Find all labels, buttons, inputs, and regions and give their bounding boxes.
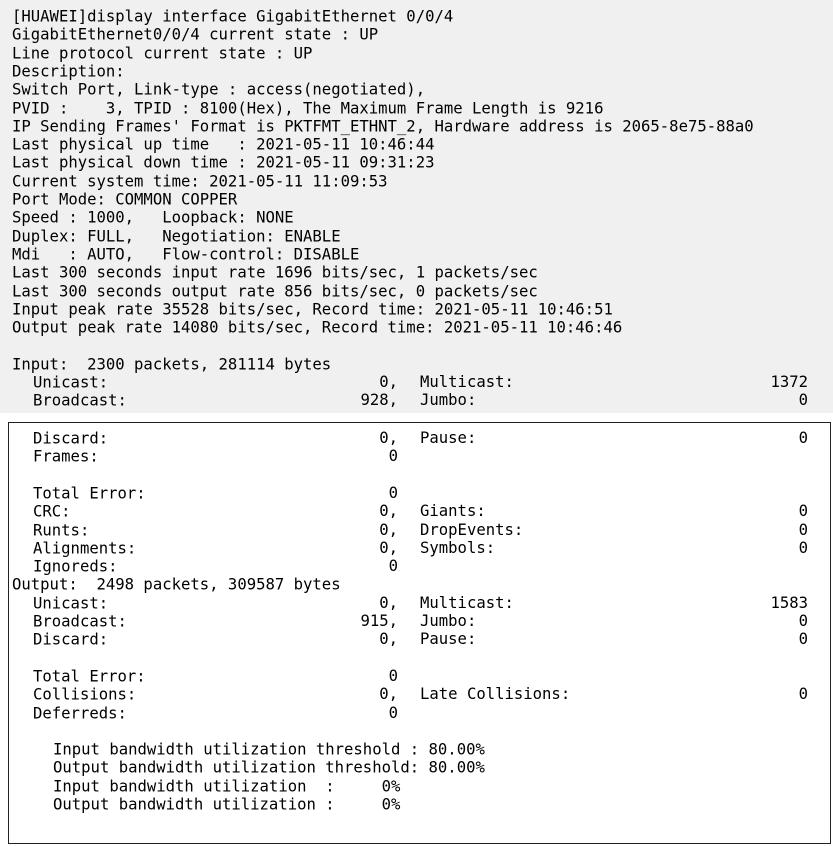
stat-label: Discard: [33,429,109,448]
stat-value-2: 0 [798,630,808,649]
output-line: Last 300 seconds output rate 856 bits/sec, 0 packets/sec [12,281,538,301]
stat-value: 928, [360,391,398,410]
output-line: Switch Port, Link-type : access(negotiated), [12,80,426,100]
stat-label-2: Multicast: [420,593,514,612]
output-line: Last physical down time : 2021-05-11 09:31:23 [12,153,435,173]
stat-value: 0, [379,593,398,612]
stat-label: Runts: [33,520,90,540]
stat-value: 0, [379,429,398,447]
stat-label: Alignments: [33,538,137,558]
stat-label-2: Symbols: [420,538,496,557]
output-line: IP Sending Frames' Format is PKTFMT_ETHNT_2, Hardware address is 2065-8e75-88a0 [12,116,754,136]
output-line: Last physical up time : 2021-05-11 10:46:44 [12,135,435,154]
stat-value-2: 1372 [770,373,808,391]
bandwidth-line: Output bandwidth utilization : 0% [53,795,401,814]
stat-label: Ignoreds: [33,557,118,576]
stat-value: 0, [379,373,398,391]
stat-value-2: 0 [798,391,808,410]
stat-value: 0, [379,685,398,704]
output-line: PVID : 3, TPID : 8100(Hex), The Maximum Frame Length is 9216 [12,98,604,118]
stat-value-2: 0 [798,685,808,704]
output-line: Current system time: 2021-05-11 11:09:53 [12,171,388,191]
bandwidth-line: Output bandwidth utilization threshold: 80.00% [53,758,485,778]
stat-value-2: 0 [798,429,808,447]
stat-value-2: 0 [798,520,808,539]
stat-label: Deferreds: [33,703,127,723]
stat-label: Total Error: [33,483,146,503]
input-header: Input: 2300 packets, 281114 bytes [12,354,332,374]
stat-value: 0, [379,520,398,539]
stat-value: 0 [388,557,398,576]
stat-value: 0 [388,703,398,722]
stat-label-2: Jumbo: [420,391,477,410]
stat-label: Broadcast: [33,391,127,411]
stat-value-2: 1583 [770,593,808,612]
stat-label-2: Jumbo: [420,612,477,630]
stat-label: Unicast: [33,373,109,392]
output-line: Port Mode: COMMON COPPER [12,190,238,209]
output-line: Input peak rate 35528 bits/sec, Record time: 2021-05-11 10:46:51 [12,299,613,319]
stat-label: CRC: [33,502,71,522]
stat-label-2: DropEvents: [420,520,524,539]
stat-value: 0 [388,483,398,502]
stat-value: 0, [379,630,398,649]
stat-value: 0, [379,538,398,557]
stat-label-2: Pause: [420,429,477,447]
output-line: [HUAWEI]display interface GigabitEthernet 0/0/4 [12,7,454,26]
stat-label: Total Error: [33,666,146,686]
bandwidth-line: Input bandwidth utilization : 0% [53,776,401,796]
output-line: Line protocol current state : UP [12,43,313,63]
output-line: Speed : 1000, Loopback: NONE [12,208,294,228]
stat-label-2: Late Collisions: [420,685,571,704]
stat-label: Discard: [33,630,109,650]
stat-label: Frames: [33,447,99,467]
stat-value: 0 [388,666,398,685]
bandwidth-line: Input bandwidth utilization threshold : 80.00% [53,740,485,759]
output-line: Duplex: FULL, Negotiation: ENABLE [12,226,341,246]
output-line: Output peak rate 14080 bits/sec, Record time: 2021-05-11 10:46:46 [12,318,623,337]
stat-value: 0, [379,502,398,521]
stat-value-2: 0 [798,612,808,630]
stat-label-2: Pause: [420,630,477,649]
output-line: Description: [12,61,125,81]
stat-label: Collisions: [33,685,137,705]
stat-value: 0 [388,447,398,466]
stat-label-2: Giants: [420,502,486,521]
stat-value-2: 0 [798,538,808,557]
stat-value: 915, [360,612,398,630]
output-line: GigabitEthernet0/0/4 current state : UP [12,25,379,45]
stat-label-2: Multicast: [420,373,514,391]
stat-label: Broadcast: [33,612,127,631]
stat-label: Unicast: [33,593,109,613]
stat-value-2: 0 [798,502,808,521]
output-line: Mdi : AUTO, Flow-control: DISABLE [12,244,360,264]
output-header: Output: 2498 packets, 309587 bytes [12,575,341,595]
output-line: Last 300 seconds input rate 1696 bits/sec, 1 packets/sec [12,263,538,283]
